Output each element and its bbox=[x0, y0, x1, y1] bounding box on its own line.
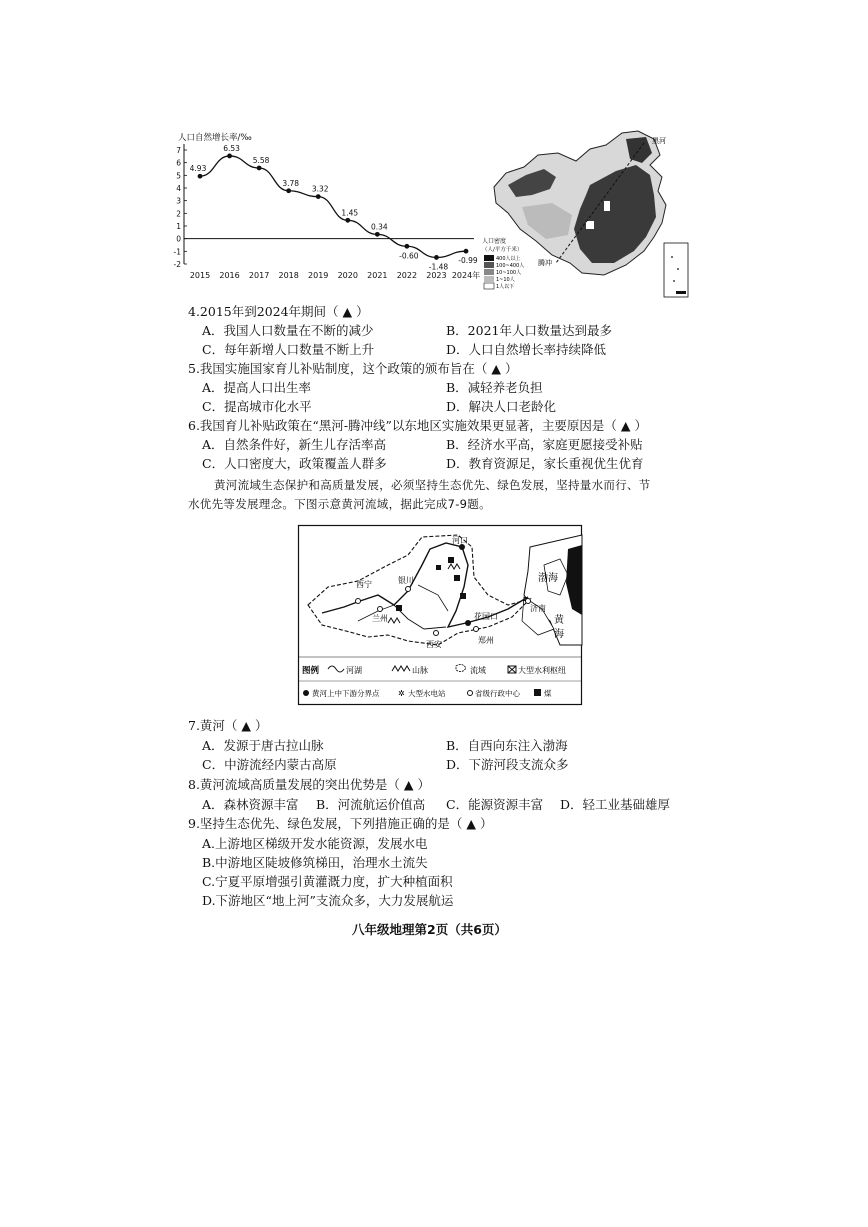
q5-option-c: C．提高城市化水平 bbox=[202, 399, 312, 414]
q5-option-b: B．减轻养老负担 bbox=[446, 380, 543, 395]
label-bohai: 渤海 bbox=[538, 573, 558, 584]
data-point bbox=[316, 194, 321, 199]
legend-river: 河湖 bbox=[346, 666, 362, 675]
y-tick-label: 6 bbox=[176, 158, 181, 168]
label-hekou: 河口 bbox=[452, 536, 468, 545]
q8-option-d: D．轻工业基础雄厚 bbox=[560, 797, 671, 812]
q7-option-d: D．下游河段支流众多 bbox=[446, 757, 569, 772]
legend-division-point: 黄河上中下游分界点 bbox=[312, 689, 380, 698]
q4-option-a: A．我国人口数量在不断的减少 bbox=[202, 323, 374, 338]
q4-option-d: D．人口自然增长率持续降低 bbox=[446, 342, 607, 357]
q9-option-a: A.上游地区梯级开发水能资源，发展水电 bbox=[202, 836, 428, 851]
question-4-stem: 4.2015年到2024年期间（ ▲ ） bbox=[188, 304, 369, 319]
q7-option-b: B．自西向东注入渤海 bbox=[446, 738, 568, 753]
intro-line-2: 水优先等发展理念。下图示意黄河流域，据此完成7-9题。 bbox=[188, 497, 491, 511]
series-line bbox=[200, 156, 466, 257]
data-point bbox=[434, 255, 439, 260]
q6-option-b: B．经济水平高，家庭更愿接受补贴 bbox=[446, 437, 643, 452]
legend-capital: 省级行政中心 bbox=[475, 689, 520, 698]
division-point-huayuankou bbox=[465, 620, 471, 626]
x-tick-label: 2019 bbox=[308, 271, 329, 280]
q8-option-a: A．森林资源丰富 bbox=[202, 797, 299, 812]
x-tick-label: 2023 bbox=[426, 271, 447, 280]
data-label: 5.58 bbox=[252, 155, 270, 165]
data-point bbox=[198, 174, 203, 179]
label-jinan: 济南 bbox=[530, 604, 546, 613]
x-tick-label: 2022 bbox=[396, 271, 418, 280]
x-tick-label: 2018 bbox=[278, 271, 299, 280]
svg-text:（人/平方千米）: （人/平方千米） bbox=[482, 247, 523, 253]
legend-coal: 煤 bbox=[544, 689, 552, 698]
data-point bbox=[375, 232, 380, 237]
q4-option-b: B．2021年人口数量达到最多 bbox=[446, 323, 612, 338]
q9-option-d: D.下游地区“地上河”支流众多，大力发展航运 bbox=[202, 893, 454, 908]
data-point bbox=[227, 154, 232, 159]
q5-option-a: A．提高人口出生率 bbox=[202, 380, 312, 395]
x-tick-label: 2017 bbox=[248, 271, 270, 280]
data-label: -0.99 bbox=[458, 256, 478, 266]
x-tick-label: 2020 bbox=[337, 271, 358, 280]
svg-text:人口密度: 人口密度 bbox=[482, 238, 507, 245]
data-label: 3.32 bbox=[311, 184, 329, 194]
q5-option-d: D．解决人口老龄化 bbox=[446, 399, 557, 414]
data-point bbox=[404, 244, 409, 249]
y-tick-label: 2 bbox=[176, 209, 181, 219]
label-huayuankou: 花园口 bbox=[474, 612, 498, 621]
data-label: 6.53 bbox=[223, 143, 240, 153]
legend-hydro-hub: 大型水利枢纽 bbox=[518, 666, 566, 675]
q4-option-c: C．每年新增人口数量不断上升 bbox=[202, 342, 375, 357]
population-growth-chart bbox=[170, 128, 486, 288]
chart-ylabel: 人口自然增长率/‰ bbox=[178, 133, 252, 143]
y-tick-label: -1 bbox=[173, 247, 181, 257]
q9-option-c: C.宁夏平原增强引黄灌溉力度，扩大种植面积 bbox=[202, 874, 453, 889]
y-tick-label: 5 bbox=[176, 171, 181, 181]
data-point bbox=[464, 249, 469, 254]
label-lanzhou: 兰州 bbox=[372, 614, 388, 623]
page-footer: 八年级地理第2页（共6页） bbox=[352, 922, 507, 937]
x-tick-label: 2015 bbox=[189, 271, 211, 280]
svg-text:100~400人: 100~400人 bbox=[496, 263, 525, 269]
q9-option-b: B.中游地区陡坡修筑梯田，治理水土流失 bbox=[202, 855, 428, 870]
data-label: 1.45 bbox=[341, 208, 359, 218]
x-tick-label: 2021 bbox=[367, 271, 388, 280]
data-point bbox=[257, 166, 262, 171]
label-tengchong: 腾冲 bbox=[538, 259, 552, 267]
q8-option-b: B．河流航运价值高 bbox=[316, 797, 426, 812]
question-9-stem: 9.坚持生态优先、绿色发展，下列措施正确的是（ ▲ ） bbox=[188, 816, 493, 831]
coal-marker bbox=[448, 557, 454, 563]
legend-title: 图例 bbox=[302, 666, 320, 676]
legend-hydropower: 大型水电站 bbox=[408, 689, 446, 698]
label-xining: 西宁 bbox=[356, 580, 372, 589]
y-tick-label: 7 bbox=[176, 146, 181, 155]
svg-text:1人以下: 1人以下 bbox=[496, 284, 515, 290]
svg-text:1~10人: 1~10人 bbox=[496, 277, 515, 283]
q6-option-d: D．教育资源足，家长重视优生优育 bbox=[446, 456, 644, 471]
question-8-stem: 8.黄河流域高质量发展的突出优势是（ ▲ ） bbox=[188, 777, 430, 792]
svg-text:400人以上: 400人以上 bbox=[496, 256, 521, 262]
y-tick-label: 0 bbox=[176, 234, 181, 244]
q8-option-c: C．能源资源丰富 bbox=[446, 797, 544, 812]
y-tick-label: 3 bbox=[176, 196, 181, 206]
svg-text:10~100人: 10~100人 bbox=[496, 270, 522, 276]
x-tick-label: 2024年 bbox=[451, 271, 481, 280]
data-label: 3.78 bbox=[282, 178, 300, 188]
y-tick-label: 1 bbox=[176, 222, 181, 231]
q7-option-c: C．中游流经内蒙古高原 bbox=[202, 757, 337, 772]
label-huanghai-2: 海 bbox=[554, 629, 564, 640]
question-7-stem: 7.黄河（ ▲ ） bbox=[188, 718, 268, 733]
data-label: 0.34 bbox=[370, 222, 388, 232]
data-point bbox=[345, 218, 350, 223]
label-yinchuan: 银川 bbox=[398, 576, 414, 585]
data-point bbox=[286, 188, 291, 193]
population-density-map bbox=[482, 125, 696, 301]
label-heihe: 黑河 bbox=[652, 137, 666, 145]
q6-option-c: C．人口密度大，政策覆盖人群多 bbox=[202, 456, 387, 471]
legend-basin: 流域 bbox=[470, 666, 486, 675]
q6-option-a: A．自然条件好，新生儿存活率高 bbox=[202, 437, 387, 452]
label-huanghai-1: 黄 bbox=[554, 615, 564, 626]
x-tick-label: 2016 bbox=[219, 271, 240, 280]
y-tick-label: 4 bbox=[176, 184, 181, 193]
data-label: 4.93 bbox=[189, 164, 207, 174]
label-xian: 西安 bbox=[426, 640, 442, 649]
y-tick-label: -2 bbox=[173, 260, 181, 269]
legend-mountain: 山脉 bbox=[412, 666, 428, 675]
svg-text:✲: ✲ bbox=[398, 689, 405, 698]
south-sea-inset bbox=[664, 243, 688, 297]
question-6-stem: 6.我国育儿补贴政策在“黑河-腾冲线”以东地区实施效果更显著，主要原因是（ ▲ ） bbox=[188, 418, 647, 433]
q7-option-a: A．发源于唐古拉山脉 bbox=[202, 738, 324, 753]
data-label: -0.60 bbox=[399, 251, 419, 261]
data-label: -1.48 bbox=[428, 262, 449, 272]
label-zhengzhou: 郑州 bbox=[478, 636, 494, 645]
density-legend bbox=[482, 237, 524, 290]
question-5-stem: 5.我国实施国家育儿补贴制度，这个政策的颁布旨在（ ▲ ） bbox=[188, 361, 518, 376]
yellow-river-basin-map bbox=[298, 525, 582, 705]
intro-line-1: 黄河流域生态保护和高质量发展，必须坚持生态优先、绿色发展，坚持量水而行、节 bbox=[214, 478, 651, 492]
